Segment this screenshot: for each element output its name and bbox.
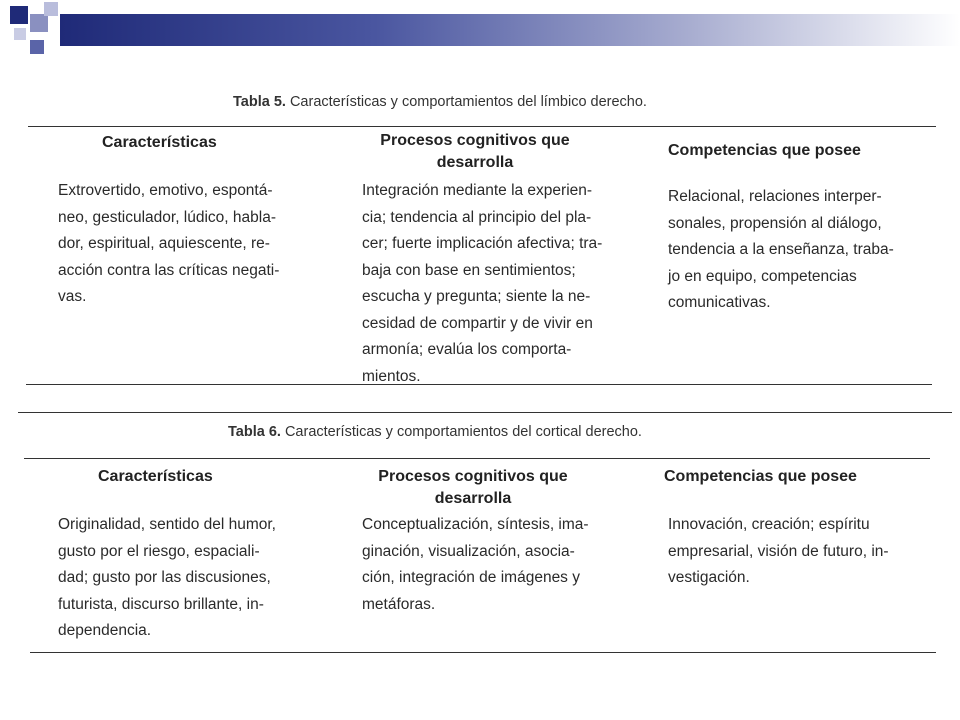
column-header-procesos: Procesos cognitivos que desarrolla: [378, 468, 568, 507]
table-caption-text: Características y comportamientos del cortical derecho.: [284, 424, 642, 440]
table-cell: Extrovertido, emotivo, espontá- neo, gesticulador, lúdico, habla- dor, espiritual, aquiescente, re- acción contra las críticas negati- vas.: [58, 182, 280, 305]
column-header-competencias: Competencias que posee: [668, 142, 861, 159]
table-top-rule: [28, 126, 936, 127]
column-header-procesos: Procesos cognitivos que desarrolla: [380, 132, 570, 171]
table-caption-text: Características y comportamientos del límbico derecho.: [289, 94, 647, 110]
table-caption: [233, 94, 647, 110]
column-header-caracteristicas: Características: [98, 468, 213, 485]
table-caption-label: Tabla 6.: [228, 424, 281, 440]
decorative-square: [30, 14, 48, 32]
table-bottom-rule: [30, 652, 936, 653]
table-cell: Innovación, creación; espíritu empresarial, visión de futuro, in- vestigación.: [668, 516, 889, 586]
decorative-square: [30, 40, 44, 54]
table-cell: Conceptualización, síntesis, ima- ginación, visualización, asocia- ción, integración de imágenes y metáforas.: [362, 516, 589, 613]
table-header-rule: [24, 458, 930, 459]
table-caption-label: Tabla 5.: [233, 94, 286, 110]
table-top-rule: [18, 412, 952, 413]
decorative-square: [44, 2, 58, 16]
table-cell: Integración mediante la experien- cia; tendencia al principio del pla- cer; fuerte implicación afectiva; tra- baja con base en sentimientos; escucha y pregunta; siente la ne- cesidad de compartir y de vivir en armonía; evalúa los comporta- mientos.: [362, 182, 603, 385]
decorative-square: [10, 6, 28, 24]
table-cell: Originalidad, sentido del humor, gusto por el riesgo, espaciali- dad; gusto por las discusiones, futurista, discurso brillante, in- dependencia.: [58, 516, 276, 639]
table-caption: [228, 424, 642, 440]
table-bottom-rule: [26, 384, 932, 385]
column-header-caracteristicas: Características: [102, 134, 217, 151]
column-header-competencias: Competencias que posee: [664, 468, 857, 485]
table-cell: Relacional, relaciones interper- sonales, propensión al diálogo, tendencia a la enseñanza, traba- jo en equipo, competencias comunicativas.: [668, 188, 894, 311]
header-band: [60, 14, 960, 46]
decorative-square: [14, 28, 26, 40]
